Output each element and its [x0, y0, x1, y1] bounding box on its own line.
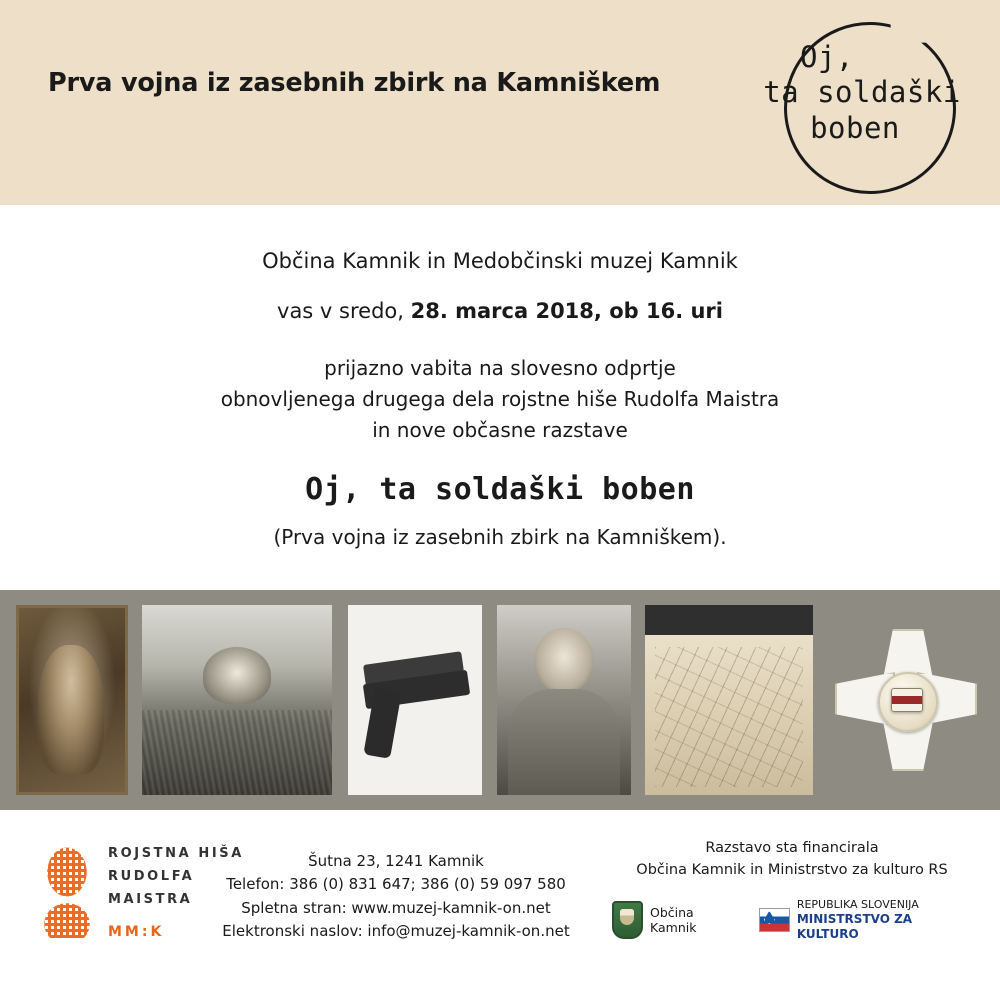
- badge-ministry: [759, 898, 972, 942]
- contact-website[interactable]: Spletna stran: www.muzej-kamnik-on.net: [241, 898, 551, 917]
- invite-date-line: [0, 273, 1000, 323]
- republic-label: REPUBLIKA SLOVENIJA: [796, 898, 919, 911]
- invitation-text-line-2: obnovljenega drugega dela rojstne hiše Rudolfa Maistra: [220, 387, 780, 411]
- badge-municipality: [612, 901, 741, 939]
- ministry-text: [797, 898, 972, 942]
- invite-prefix: vas v sredo,: [277, 299, 404, 323]
- page-title: Prva vojna iz zasebnih zbirk na Kamniškem: [48, 68, 661, 98]
- photo-woman-portrait: [16, 605, 128, 795]
- coat-of-arms-icon: [612, 901, 643, 939]
- organizers-line: Občina Kamnik in Medobčinski muzej Kamnik: [262, 249, 738, 273]
- sponsor-badges: [612, 898, 972, 942]
- photo-battle-map: [645, 605, 813, 795]
- museum-logo-line-2: RUDOLFA: [108, 869, 195, 885]
- contact-address: Šutna 23, 1241 Kamnik: [308, 852, 484, 870]
- exhibition-logo: [752, 14, 972, 194]
- poster-header: [0, 0, 1000, 205]
- maistra-portrait-icon: [36, 838, 98, 938]
- slovenia-flag-icon: [759, 908, 790, 932]
- logo-text: [752, 40, 972, 146]
- invitation-text-line-3: in nove občasne razstave: [372, 418, 628, 442]
- photo-pistol: [348, 605, 482, 795]
- map-contour-lines: [655, 647, 803, 788]
- contact-block: [196, 850, 596, 943]
- medal-cross-icon: [831, 625, 981, 775]
- invitation-text: [0, 323, 1000, 446]
- poster-footer: [0, 810, 1000, 1000]
- exhibition-title: Oj, ta soldaški boben: [305, 472, 695, 507]
- contact-phone: Telefon: 386 (0) 831 647; 386 (0) 59 097 580: [226, 875, 566, 894]
- museum-logo-abbrev: MM:K: [108, 924, 165, 940]
- invitation-body: [0, 205, 1000, 590]
- contact-email[interactable]: Elektronski naslov: info@muzej-kamnik-on.net: [222, 921, 570, 940]
- exhibition-subtitle: (Prva vojna iz zasebnih zbirk na Kamniškem).: [273, 525, 727, 549]
- logo-line-2: ta soldaški: [763, 75, 961, 110]
- funding-line-2: Občina Kamnik in Ministrstvo za kulturo RS: [636, 861, 948, 878]
- museum-logo-line-1: ROJSTNA HIŠA: [108, 846, 244, 861]
- photo-strip: [0, 590, 1000, 810]
- logo-line-1: Oj,: [800, 40, 854, 74]
- photo-officer-portrait: [497, 605, 631, 795]
- museum-logo-line-3: MAISTRA: [108, 892, 193, 908]
- invite-date: 28. marca 2018, ob 16. uri: [410, 299, 723, 323]
- photo-medal-cross: [828, 605, 984, 795]
- logo-line-3: boben: [810, 110, 900, 145]
- funding-block: [612, 838, 972, 882]
- badge-municipality-label: Občina Kamnik: [650, 904, 697, 935]
- ministry-label: MINISTRSTVO ZA KULTURO: [796, 911, 913, 941]
- photo-soldier-in-grass: [142, 605, 332, 795]
- funding-line-1: Razstavo sta financirala: [705, 840, 879, 856]
- map-header-band: [645, 605, 813, 635]
- invitation-text-line-1: prijazno vabita na slovesno odprtje: [324, 356, 676, 380]
